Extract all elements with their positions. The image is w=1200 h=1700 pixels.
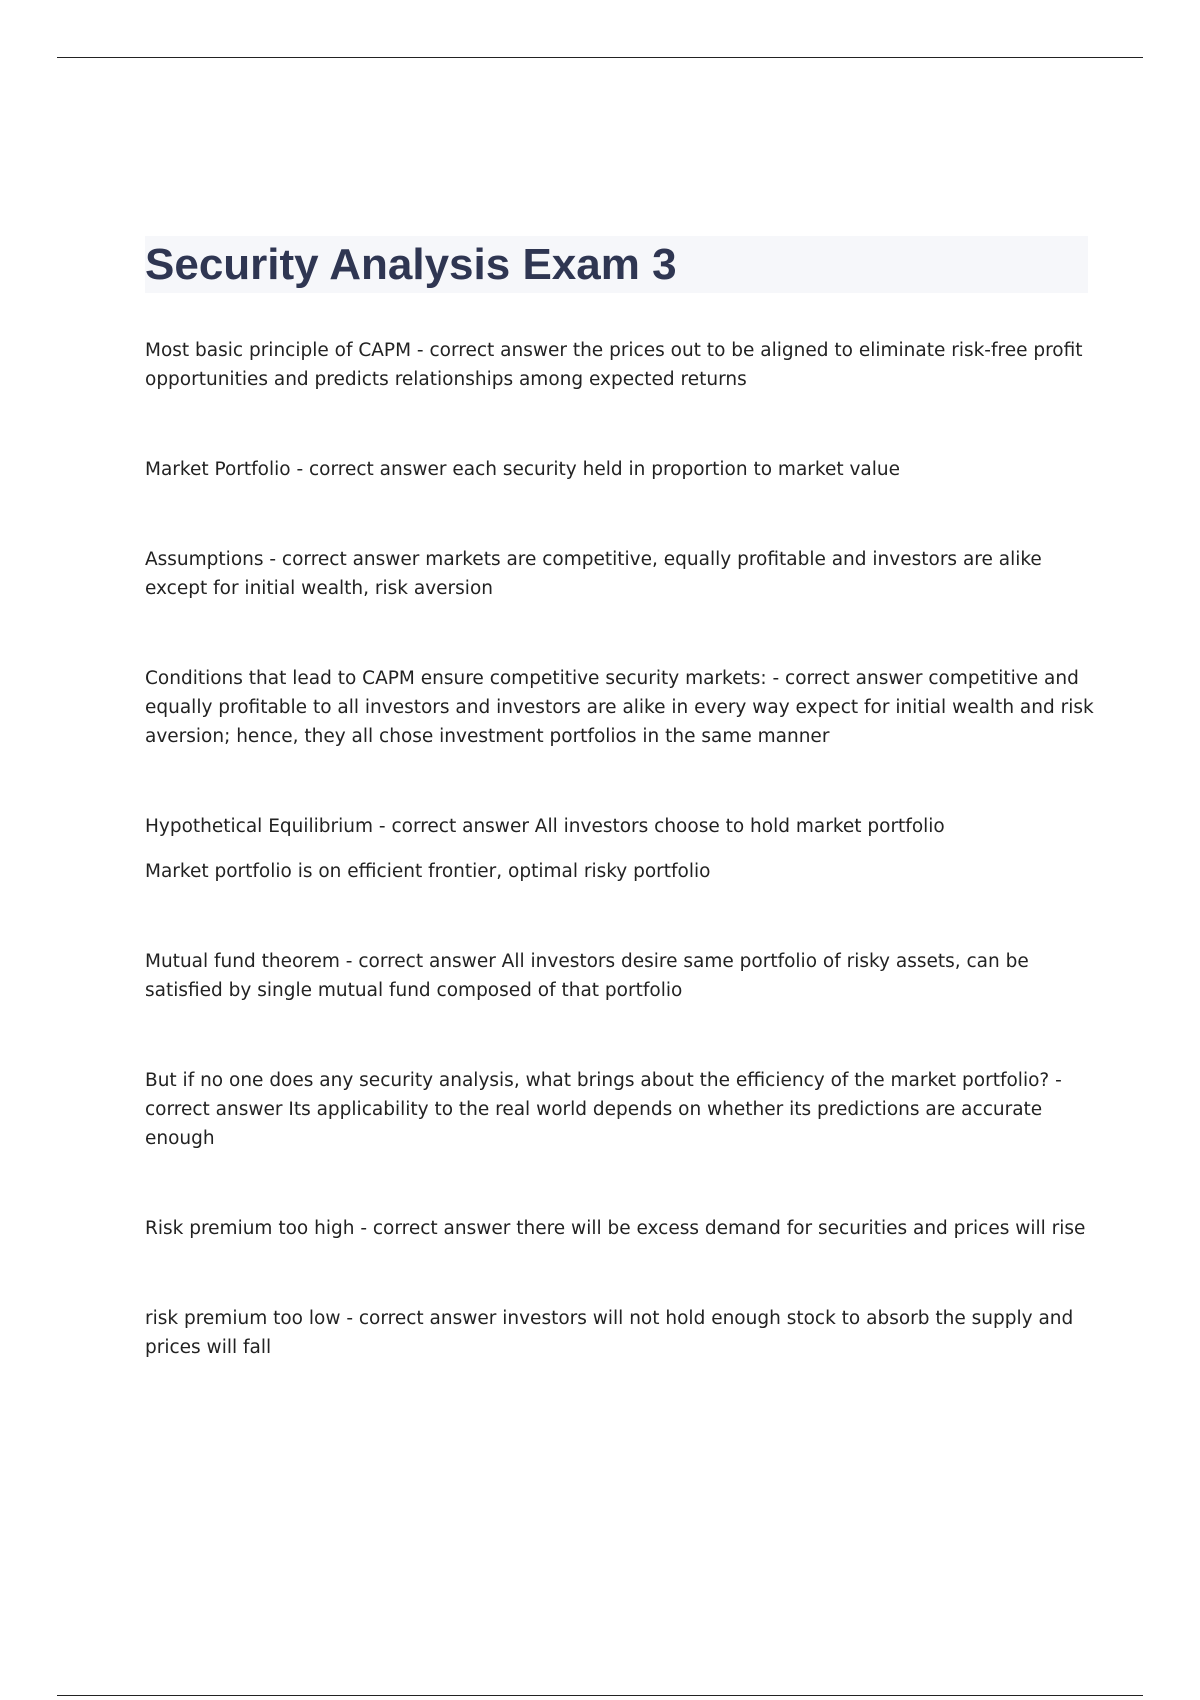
entry-capm-principle: Most basic principle of CAPM - correct answer the prices out to be aligned to eliminate risk-free profit opportunities and predicts relationships among expected returns: [145, 340, 1083, 390]
entry-assumptions: Assumptions - correct answer markets are competitive, equally profitable and investors are alike except for initial wealth, risk aversion: [145, 549, 1042, 599]
entry-risk-premium-low: risk premium too low - correct answer investors will not hold enough stock to absorb the supply and prices will fall: [145, 1308, 1074, 1358]
entry-security-analysis-question: But if no one does any security analysis, what brings about the efficiency of the market portfolio? - correct answer Its applicability to the real world depends on whether its predictions are accurate enough: [145, 1070, 1062, 1149]
entry-hypothetical-equilibrium: Hypothetical Equilibrium - correct answer All investors choose to hold market portfolio: [145, 816, 945, 837]
entry-risk-premium-high: Risk premium too high - correct answer there will be excess demand for securities and prices will rise: [145, 1218, 1086, 1239]
entry-efficient-frontier: Market portfolio is on efficient frontier, optimal risky portfolio: [145, 861, 711, 882]
entry-mutual-fund-theorem: Mutual fund theorem - correct answer All investors desire same portfolio of risky assets, can be satisfied by single mutual fund composed of that portfolio: [145, 951, 1029, 1001]
top-rule: [57, 57, 1143, 58]
document-title: Security Analysis Exam 3: [145, 240, 677, 289]
entry-market-portfolio: Market Portfolio - correct answer each security held in proportion to market value: [145, 459, 900, 480]
entry-conditions: Conditions that lead to CAPM ensure competitive security markets: - correct answer competitive and equally profitable to all investors and investors are alike in every way expect for initial wealth and risk aversion; hence, they all chose investment portfolios in the same manner: [145, 668, 1094, 747]
bottom-rule: [57, 1695, 1143, 1696]
entry-list: [145, 336, 1095, 1362]
